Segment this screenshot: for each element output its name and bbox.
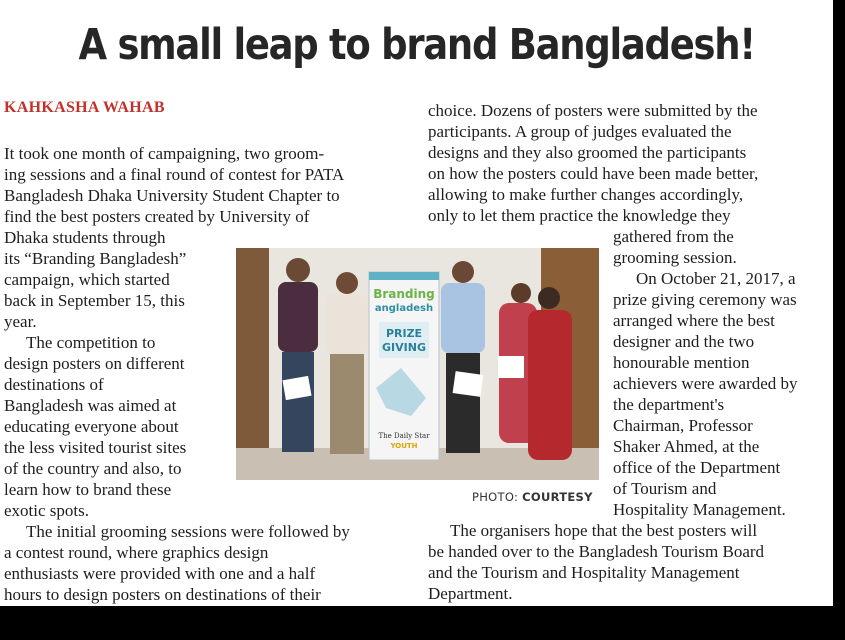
headline: A small leap to brand Bangladesh! [78,20,755,70]
body-line: its “Branding Bangladesh” [4,249,187,268]
body-line: Chairman, Professor [613,416,753,435]
banner-paper: The Daily Star [378,432,430,440]
body-line: a contest round, where graphics design [4,543,269,562]
byline: KAHKASHA WAHAB [4,99,165,116]
body-line: prize giving ceremony was [613,290,797,309]
body-line: year. [4,312,37,331]
body-line: It took one month of campaigning, two groom- [4,144,325,163]
banner-branding: Branding [373,287,435,301]
body-line: The competition to [26,333,156,352]
body-line: educating everyone about [4,417,179,436]
article-photo [236,248,599,480]
body-line: Bangladesh was aimed at [4,396,177,415]
banner [369,272,439,460]
body-line: The initial grooming sessions were followed by [26,522,350,541]
body-line: hours to design posters on destinations of their [4,585,321,604]
photo-caption [472,490,593,504]
person-2 [326,272,368,454]
body-line: allowing to make further changes accordingly, [428,185,744,204]
body-line: find the best posters created by University of [4,207,310,226]
body-line: grooming session. [613,248,737,267]
caption-prefix: PHOTO: [472,490,523,504]
body-line: choice. Dozens of posters were submitted by the [428,101,758,120]
body-line: of Tourism and [613,479,717,498]
body-line: Shaker Ahmed, at the [613,437,760,456]
body-line: honourable mention [613,353,750,372]
body-line: ing sessions and a final round of contest for PATA [4,165,345,184]
person-5 [528,287,572,460]
body-line: exotic spots. [4,501,89,520]
caption-credit: COURTESY [522,490,593,504]
body-line: the less visited tourist sites [4,438,187,457]
banner-youth: YOUTH [390,442,418,450]
body-line: of the country and also, to [4,459,182,478]
body-line: the department's [613,395,725,414]
body-line: enthusiasts were provided with one and a half [4,564,316,583]
body-line: designer and the two [613,332,755,351]
body-line: on how the posters could have been made better, [428,164,759,183]
person-1 [278,258,318,452]
body-line: campaign, which started [4,270,170,289]
body-line: and the Tourism and Hospitality Management [428,563,740,582]
body-line: The organisers hope that the best posters will [450,521,758,540]
body-line: Hospitality Management. [613,500,786,519]
body-line: Department. [428,584,513,603]
door-left [236,248,269,480]
banner-giving: GIVING [382,341,426,354]
body-line: office of the Department [613,458,781,477]
person-3 [441,261,485,453]
banner-bangladesh: angladesh [374,303,434,314]
body-line: Bangladesh Dhaka University Student Chapter to [4,186,340,205]
body-line: designs and they also groomed the participants [428,143,747,162]
body-line: Dhaka students through [4,228,166,247]
body-line: only to let them practice the knowledge they [428,206,731,225]
body-line: back in September 15, this [4,291,185,310]
banner-prize: PRIZE [385,327,423,340]
body-line: destinations of [4,375,104,394]
body-line: design posters on different [4,354,185,373]
body-line: arranged where the best [613,311,775,330]
body-line: gathered from the [613,227,734,246]
body-line: learn how to brand these [4,480,172,499]
body-line: participants. A group of judges evaluated the [428,122,732,141]
body-line: be handed over to the Bangladesh Tourism Board [428,542,765,561]
body-line: On October 21, 2017, a [636,269,796,288]
body-line: achievers were awarded by [613,374,798,393]
